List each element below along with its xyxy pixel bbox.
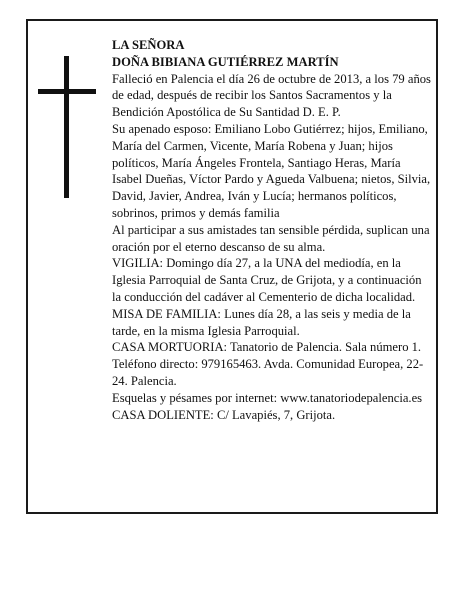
cross-vertical-bar — [64, 56, 69, 198]
paragraph-vigil: VIGILIA: Domingo día 27, a la UNA del mediodía, en la Iglesia Parroquial de Santa Cruz, de Grijota, y a continuación la conducción del cadáver al Cementerio de dicha localidad. — [112, 256, 422, 304]
latin-cross-icon — [38, 56, 96, 198]
cross-horizontal-bar — [38, 89, 96, 94]
paragraph-family: Su apenado esposo: Emiliano Lobo Gutiérrez; hijos, Emiliano, María del Carmen, Vicente, María Robena y Juan; hijos políticos, María Ángeles Frontela, Santiago Heras, María Isabel Dueñas, Víctor Pardo y Agueda Valbuena; nietos, Silvia, David, Javier, Andrea, Iván y Lucía; hermanos políticos, sobrinos, primos y demás familia — [112, 121, 431, 220]
paragraph-internet: Esquelas y pésames por internet: www.tanatoriodepalencia.es — [112, 390, 423, 405]
paragraph-home-address: CASA DOLIENTE: C/ Lavapiés, 7, Grijota. — [112, 407, 336, 422]
paragraph-request: Al participar a sus amistades tan sensible pérdida, suplican una oración por el eterno descanso de su alma. — [112, 222, 430, 254]
heading-name: DOÑA BIBIANA GUTIÉRREZ MARTÍN — [112, 54, 339, 69]
paragraph-funeral-home: CASA MORTUORIA: Tanatorio de Palencia. Sala número 1. Teléfono directo: 979165463. Avda. Comunidad Europea, 22-24. Palencia. — [112, 340, 424, 388]
obituary-text — [112, 37, 432, 423]
heading-title: LA SEÑORA — [112, 38, 185, 52]
paragraph-death-notice: Falleció en Palencia el día 26 de octubre de 2013, a los 79 años de edad, después de recibir los Santos Sacramentos y la Bendición Apostólica de Su Santidad D. E. P. — [112, 71, 431, 120]
paragraph-family-mass: MISA DE FAMILIA: Lunes día 28, a las seis y media de la tarde, en la misma Iglesia Parroquial. — [112, 306, 411, 338]
